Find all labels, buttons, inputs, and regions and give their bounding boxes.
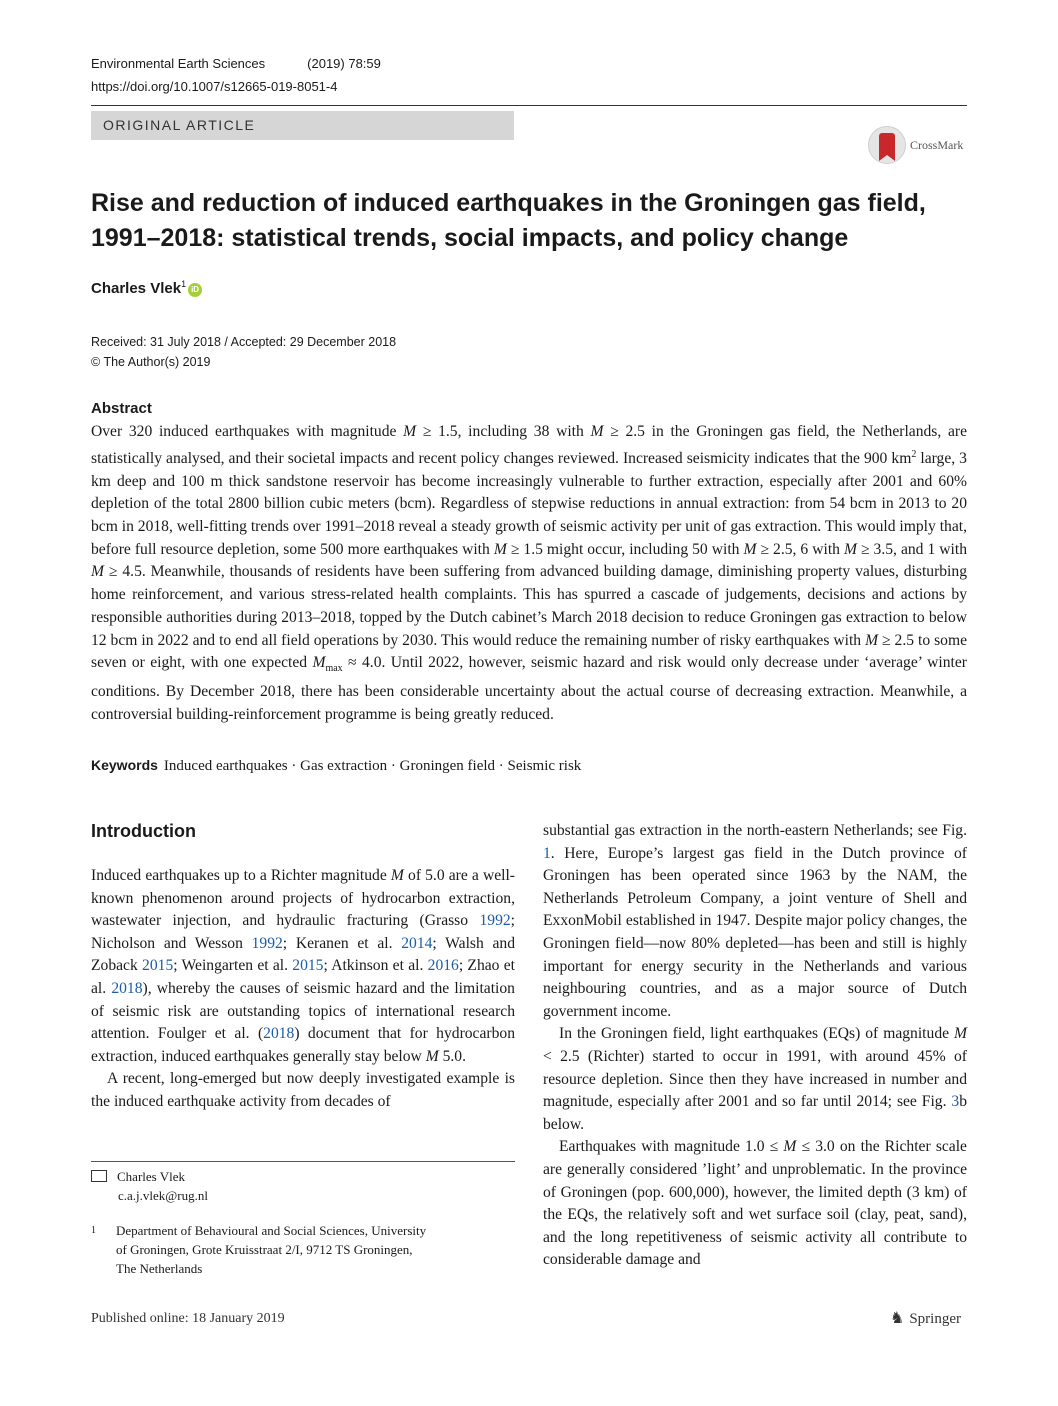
doi-link[interactable]: https://doi.org/10.1007/s12665-019-8051-4 (91, 79, 338, 94)
contact-email[interactable]: c.a.j.vlek@rug.nl (118, 1188, 208, 1203)
citation-link[interactable]: 1992 (251, 934, 283, 952)
author-name[interactable]: Charles Vlek (91, 280, 182, 297)
citation-link[interactable]: 2014 (401, 934, 433, 952)
abstract-body: Over 320 induced earthquakes with magnitude M ≥ 1.5, including 38 with M ≥ 2.5 in the Groningen gas field, the Netherlands, are statistically analysed, and their societal impacts and recent policy changes reviewed. Increased seismicity indicates that the 900 $km^2$ large, 3 km deep and 100 m thick sandstone reservoir has become increasingly vulnerable to further extraction, especially after 2001 and 60% depletion of the total 2800 billion cubic meters (bcm). Regardless of stepwise reductions in annual extraction: from 54 bcm in 2013 to 20 bcm in 2018, well-fitting trends over 1991–2018 reveal a steady growth of seismic activity per unit of gas extraction. This would imply that, before full resource depletion, some 500 more earthquakes with M ≥ 1.5 might occur, including 50 with M ≥ 2.5, 6 with M ≥ 3.5, and 1 with M ≥ 4.5. Meanwhile, thousands of residents have been suffering from advanced building damage, diminishing property values, disturbing home reinforcement, and various stress-related health complaints. This has spurred a cascade of judgements, decisions and actions by responsible authorities during 2013–2018, topped by the Dutch cabinet’s March 2018 decision to reduce Groningen gas extraction to below 12 bcm in 2022 and to end all field operations by 2030. This would reduce the remaining number of risky earthquakes with M ≥ 2.5 to some seven or eight, with one expected $M_{max} \approx 4.0$. Until 2022, however, seismic hazard and risk would only decrease under ‘average’ winter conditions. By December 2018, there has been considerable uncertainty about the actual course of decreasing extraction. Meanwhile, a controversial building-reinforcement programme is being greatly reduced. (91, 423, 967, 723)
affiliation-number: 1 (91, 1225, 96, 1236)
journal-header (91, 56, 381, 71)
publisher-name: Springer (909, 1311, 962, 1327)
title-line-2: 1991–2018: statistical trends, social impacts, and policy change (91, 224, 849, 252)
figure-link[interactable]: 3 (951, 1093, 960, 1111)
crossmark-label: CrossMark (910, 138, 964, 152)
citation-link[interactable]: 2018 (263, 1025, 295, 1043)
author-affiliation-marker: 1 (181, 279, 187, 289)
affiliation-line-2: of Groningen, Grote Kruisstraat 2/I, 9712 TS Groningen, (116, 1242, 413, 1257)
envelope-icon (91, 1170, 107, 1182)
figure-link[interactable]: 1 (543, 844, 551, 862)
affiliation-footnote (91, 1221, 426, 1278)
right-column (543, 820, 967, 1272)
affiliation-line-1: Department of Behavioural and Social Sciences, University (116, 1223, 427, 1238)
orcid-icon[interactable]: iD (188, 283, 202, 297)
article-dates (91, 332, 396, 372)
left-column (91, 865, 515, 1114)
keywords (91, 757, 581, 775)
intro-paragraph-3: substantial gas extraction in the north-eastern Netherlands; see Fig. 1. Here, Europe’s largest gas field in the Dutch province of Groningen has been operated since 1963 by the NAM, the Netherlands Petroleum Company, a joint venture of Shell and ExxonMobil established in 1947. Despite major policy changes, the Groningen field—now 80% depleted—has been and still is highly important for energy security in the Netherlands and various neighbouring countries, and as a major source of Dutch government income. (543, 822, 967, 1020)
citation-link[interactable]: 1992 (479, 912, 511, 930)
publisher-logo[interactable] (890, 1308, 961, 1328)
contact-name: Charles Vlek (117, 1169, 185, 1184)
citation-link[interactable]: 2016 (427, 957, 459, 975)
intro-paragraph-4: In the Groningen field, light earthquakes (EQs) of magnitude M < 2.5 (Richter) started to occur in 1991, with around 45% of resource depletion. Since then they have increased in number and magnitude, especially after 2001 and so far until 2014; see Fig. 3b below. (543, 1025, 967, 1133)
springer-horse-icon: ♞ (890, 1310, 905, 1327)
crossmark-icon (868, 126, 906, 164)
introduction-heading: Introduction (91, 821, 196, 841)
citation-link[interactable]: 2018 (111, 979, 143, 997)
article-title (91, 186, 961, 256)
intro-paragraph-1: Induced earthquakes up to a Richter magnitude M of 5.0 are a well-known phenomenon around projects of hydrocarbon extraction, wastewater injection, and hydraulic fracturing (Grasso 1992; Nicholson and Wesson 1992; Keranen et al. 2014; Walsh and Zoback 2015; Weingarten et al. 2015; Atkinson et al. 2016; Zhao et al. 2018), whereby the causes of seismic hazard and the limitation of seismic risk are outstanding topics of international research attention. Foulger et al. (2018) document that for hydrocarbon extraction, induced earthquakes generally stay below M 5.0. (91, 867, 516, 1065)
footnote-rule (91, 1161, 515, 1162)
abstract-heading: Abstract (91, 400, 152, 417)
intro-paragraph-2: A recent, long-emerged but now deeply investigated example is the induced earthquake activity from decades of (91, 1070, 515, 1110)
title-line-1: Rise and reduction of induced earthquakes in the Groningen gas field, (91, 189, 926, 217)
section-badge (91, 111, 514, 140)
corresponding-author (91, 1167, 208, 1205)
published-date: Published online: 18 January 2019 (91, 1311, 285, 1326)
journal-volume: (2019) 78:59 (307, 56, 381, 71)
citation-link[interactable]: 2015 (142, 957, 174, 975)
header-rule (91, 105, 967, 106)
crossmark-badge[interactable] (868, 126, 978, 166)
keywords-list: Induced earthquakes · Gas extraction · Groningen field · Seismic risk (163, 758, 582, 774)
author-line (91, 279, 202, 297)
journal-name: Environmental Earth Sciences (91, 56, 266, 71)
affiliation-line-3: The Netherlands (116, 1261, 203, 1276)
section-badge-label: ORIGINAL ARTICLE (103, 117, 256, 133)
citation-link[interactable]: 2015 (292, 957, 324, 975)
intro-paragraph-5: Earthquakes with magnitude 1.0 ≤ M ≤ 3.0 on the Richter scale are generally considered ’light’ and unproblematic. In the province of Groningen (pop. 600,000), however, the limited depth (3 km) of the EQs, the relatively soft and wet surface soil (clay, peat, sand), and the long repetitiveness of seismic activity all contribute to considerable damage and (543, 1138, 967, 1269)
received-accepted: Received: 31 July 2018 / Accepted: 29 December 2018 (91, 335, 397, 349)
keywords-label: Keywords (91, 757, 158, 773)
copyright: © The Author(s) 2019 (91, 355, 211, 369)
